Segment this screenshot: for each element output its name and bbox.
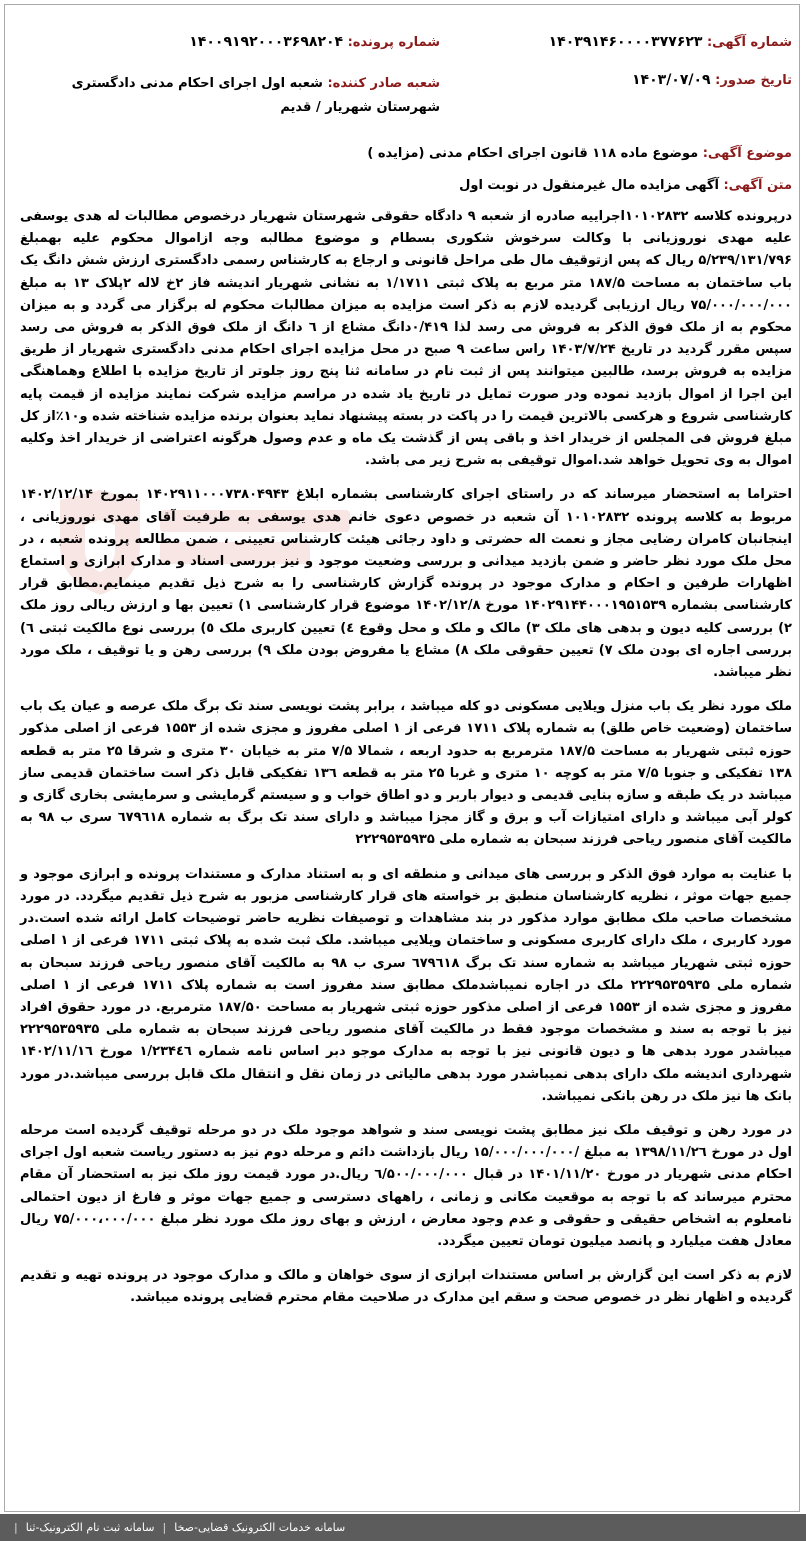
issue-date-value: ۱۴۰۳/۰۷/۰۹ bbox=[632, 72, 711, 88]
body-paragraph-4: با عنایت به موارد فوق الذکر و بررسی های میدانی و منطقه ای و به استناد مدارک و مستندات پرونده و ابرازی موجود و جمیع جهات موثر ، نظریه کارشناسان منطبق بر خواسته های قرار کارشناسی مزبور به شرح ذیل تقدیم میگردد. در مورد مشخصات صاحب ملک مطابق موارد مذکور در بند مشاهدات و توصیفات نظریه حاضر توضیحات کامل ارائه شده است.در مورد کاربری ، ملک دارای کاربری مسکونی و ساختمان ویلایی میباشد. ملک ثبت شده به پلاک ثبتی ۱۷۱۱ فرعی از ۱ اصلی حوزه ثبتی شهریار میباشد به شماره سند تک برگ ٦۷۹٦۱۸ سری ب ۹۸ به مالکیت آقای منصور ریاحی فرزند سبحان به شماره ملی ۲۲۲۹۵۳۵۹۳۵ ملک در اجاره نمیباشدملک مطابق سند مفروز است به شماره پلاک ۱۷۱۱ فرعی از ۱ اصلی مفروز و مجزی شده از ۱۵۵۳ فرعی از اصلی مذکور حوزه ثبتی شهریار به مساحت ۱۸۷/۵۰ مترمربع. در مورد حقوق افراد نیز با توجه به سند و مشخصات موجود فقط در مالکیت آقای منصور ریاحی فرزند سبحان به شماره ملی ۲۲۲۹۵۳۵۹۳۵ میباشدر مورد بدهی ها و دیون قانونی نیز با توجه به مدارک موجو دبر اساس نامه شماره ۱/۲۳۴٤٦ مورخ ۱۴۰۲/۱۱/۱٦ شهرداری اندیشه ملک دارای بدهی نمیباشدر مورد بدهی مالیاتی در زمان نقل و انتقال ملک قابل بررسی میباشد.در مورد بانک ها نیز ملک در رهن بانکی نمیباشد. bbox=[20, 866, 793, 1104]
case-number bbox=[189, 34, 440, 50]
body-paragraph-5: در مورد رهن و توقیف ملک نیز مطابق پشت نویسی سند و شواهد موجود ملک در دو مرحله توقیف گردیده است مرحله اول در مورخ ۱۳۹۸/۱۱/۲٦ به مبلغ /۱۵/۰۰۰/۰۰۰/۰۰۰ ریال بازداشت دائم و مرحله دوم نیز به دستور ریاست شعبه اول اجرای احکام مدنی شهریار در مورخ ۱۴۰۱/۱۱/۲۰ در قبال ٦/۵۰۰/۰۰۰/۰۰۰ ریال.در مورد قیمت روز ملک نیز به استحضار آن مقام محترم میرساند که با توجه به موقعیت مکانی و زمانی ، راههای دسترسی و جمیع جهات موثر و فارغ از دیون احتمالی نامعلوم به اشخاص حقیقی و حقوقی و عدم وجود معارض ، ارزش و بهای روز ملک مورد نظر مبلغ ۷۵/۰۰۰،۰۰۰/۰۰۰ ریال معادل هفت میلیارد و پانصد میلیون تومان تعیین میگردد. bbox=[20, 1122, 792, 1249]
ad-body bbox=[20, 206, 792, 1322]
ad-subject bbox=[367, 146, 792, 161]
announcement-number-value: ۱۴۰۳۹۱۴۶۰۰۰۰۳۷۷۶۲۳ bbox=[548, 34, 703, 50]
issuer-branch-value: شعبه اول اجرای احکام مدنی دادگستری شهرستان شهریار / قدیم bbox=[71, 76, 440, 115]
footer-bar bbox=[0, 1514, 806, 1541]
issuer-branch-label: شعبه صادر کننده: bbox=[327, 76, 440, 91]
issue-date bbox=[632, 72, 792, 88]
body-paragraph-2: احتراما به استحضار میرساند که در راستای اجرای کارشناسی بشماره ابلاغ ۱۴۰۲۹۱۱۰۰۰۷۳۸۰۴۹۴۳ بمورخ ۱۴۰۲/۱۲/۱۴ مربوط به کلاسه پرونده ۱۰۱۰۲۸۳۲ آن شعبه در خصوص دعوی خانم هدی یوسفی به طرفیت آقای مهدی نوروزیانی ، اینجانبان کامران رضایی مجاز و نعمت اله حضرتی و داود رجائی هیئت کارشناس تعیینی ، ضمن مطالعه پرونده شعبه ، در محل ملک مورد نظر حاضر و ضمن بازدید میدانی و بررسی وضعیت موجود و نیز بررسی اسناد و مدارک ابرازی و استماع اظهارات طرفین و احکام و مدارک موجود در پرونده گزارش کارشناسی را به شرح ذیل تقدیم مینمایم.مطابق قرار کارشناسی بشماره ۱۴۰۲۹۱۴۴۰۰۰۱۹۵۱۵۳۹ مورخ ۱۴۰۲/۱۲/۸ موضوع قرار کارشناسی ۱) تعیین بها و ارزش ریالی روز ملک ۲) بررسی کلیه دیون و بدهی های ملک ۳) مالک و ملک و محل وقوع ٤) تعیین کاربری ملک ٥) بررسی نوع مالکیت ثبتی ٦) بررسی اجاره ای بودن ملک ۷) تعیین حقوقی ملک ۸) مشاع یا مفروض بودن ملک ۹) بررسی رهن و یا توقیف ، ملک مورد نظر میباشد. bbox=[20, 487, 793, 681]
footer-link-sakha[interactable]: سامانه خدمات الکترونیک قضایی-صخا bbox=[174, 1521, 346, 1534]
footer-separator: | bbox=[162, 1521, 167, 1534]
body-paragraph-6: لازم به ذکر است این گزارش بر اساس مستندات ابرازی از سوی خواهان و مالک و مدارک موجود در پرونده تهیه و تقدیم گردیده و اظهار نظر در خصوص صحت و سقم این مدارک در صلاحیت مقام محترم قضایی پرونده میباشد. bbox=[20, 1268, 792, 1306]
case-number-value: ۱۴۰۰۹۱۹۲۰۰۰۳۶۹۸۲۰۴ bbox=[189, 34, 344, 50]
issue-date-label: تاریخ صدور: bbox=[715, 73, 792, 88]
ad-text-label: متن آگهی: bbox=[723, 178, 792, 193]
issuer-branch bbox=[16, 72, 440, 120]
announcement-number bbox=[549, 34, 792, 50]
footer-link-sana[interactable]: سامانه ثبت نام الکترونیک-ثنا bbox=[25, 1521, 155, 1534]
body-paragraph-3: ملک مورد نظر یک باب منزل ویلایی مسکونی دو کله میباشد ، برابر پشت نویسی سند تک برگ ملک عرصه و عیان یک باب ساختمان (وضعیت خاص طلق) به شماره پلاک ۱۷۱۱ فرعی از ۱ اصلی مفروز و مجزی شده از ۱۵۵۳ فرعی از اصلی مذکور حوزه ثبتی شهریار به مساحت ۱۸۷/۵ مترمربع به حدود اربعه ، شمالا ۷/۵ متر به خیابان ۳۰ متری و شرقا ۲۵ متر به قطعه ۱۳۸ تفکیکی و جنوبا ۷/۵ متر به کوچه ۱۰ متری و غربا ۲۵ متر به قطعه ۱۳٦ تفکیکی قابل ذکر است ساختمان قدیمی ساز میباشد در یک طبقه و سازه بنایی قدیمی و دیوار باربر و دو اطاق خواب و و سیستم گرمایشی و سرمایشی بخاری گازی و کولر آبی میباشد و دارای امتیازات آب و برق و گاز مجزا میباشد و دارای سند تک برگ به شماره ٦۷۹٦۱۸ سری ب ۹۸ به مالکیت آقای منصور ریاحی فرزند سبحان به شماره ملی ۲۲۲۹۵۳۵۹۳۵ bbox=[20, 699, 793, 848]
case-number-label: شماره پرونده: bbox=[347, 35, 440, 50]
ad-text-title-value: آگهی مزایده مال غیرمنقول در نوبت اول bbox=[459, 178, 719, 193]
ad-subject-value: موضوع ماده ۱۱۸ قانون اجرای احکام مدنی (مزایده ) bbox=[367, 146, 699, 161]
announcement-number-label: شماره آگهی: bbox=[706, 35, 792, 50]
ad-subject-label: موضوع آگهی: bbox=[702, 146, 792, 161]
ad-text-title bbox=[459, 178, 792, 193]
body-paragraph-1: درپرونده کلاسه ۱۰۱۰۲۸۳۲اجراییه صادره از شعبه ۹ دادگاه حقوقی شهرستان شهریار درخصوص مطالبات له هدی یوسفی علیه مهدی نوروزیانی با وکالت سرخوش شکوری بسطام و موضوع مطالبه وجه ازاموال محکوم علیه بهمبلغ ۵/۲۳۹/۱۳۱/۷۹۶ ریال که پس ازتوقیف مال طی مراحل قانونی و ارجاع به کارشناس رسمی دادگستری ارزش شش دانگ یک باب ساختمان به مساحت ۱۸۷/۵ متر مربع به پلاک ثبتی ۱/۱۷۱۱ به نشانی شهریار اندیشه فاز ۲خ لاله ۲پلاک ۱۳ به مبلغ ۷۵/۰۰۰/۰۰۰/۰۰۰ ریال ارزیابی گردیده لازم به ذکر است مزایده به میزان مطالبات محکوم له برگزار می گردد و به میزان محکوم به از ملک فوق الذکر به فروش می رسد لذا ۰/۴۱۹دانگ مشاع از ٦ دانگ از ملک فوق الذکر به فروش می رسد سپس مقرر گردید در تاریخ ۱۴۰۳/۷/۲۴ راس ساعت ۹ صبح در محل مزایده اجرای احکام مدنی دادگستری شهریار از طریق مزایده به فروش برسد، طالبین میتوانند پس از ثبت نام در سامانه ثنا پنج روز جلوتر از تاریخ مزایده با اطلاع وهماهنگی این اجرا از اموال بازدید نموده ودر صورت تمایل در تاریخ یاد شده در مراسم مزایده شرکت نمایند مزایده از قیمت پایه کارشناسی شروع و هرکسی بالاترین قیمت را در پاکت در بسته پیشنهاد نماید بعنوان برنده مزایده شناخته شده و۱۰٪از کل مبلغ فروش فی المجلس از خریدار اخذ و باقی پس از گذشت یک ماه و عدم وصول هرگونه اعتراضی از خریدار اخذ وکلیه اموال به وی تحویل خواهد شد.اموال توقیفی به شرح زیر می باشد. bbox=[20, 209, 793, 469]
footer-separator-end: | bbox=[14, 1521, 18, 1534]
